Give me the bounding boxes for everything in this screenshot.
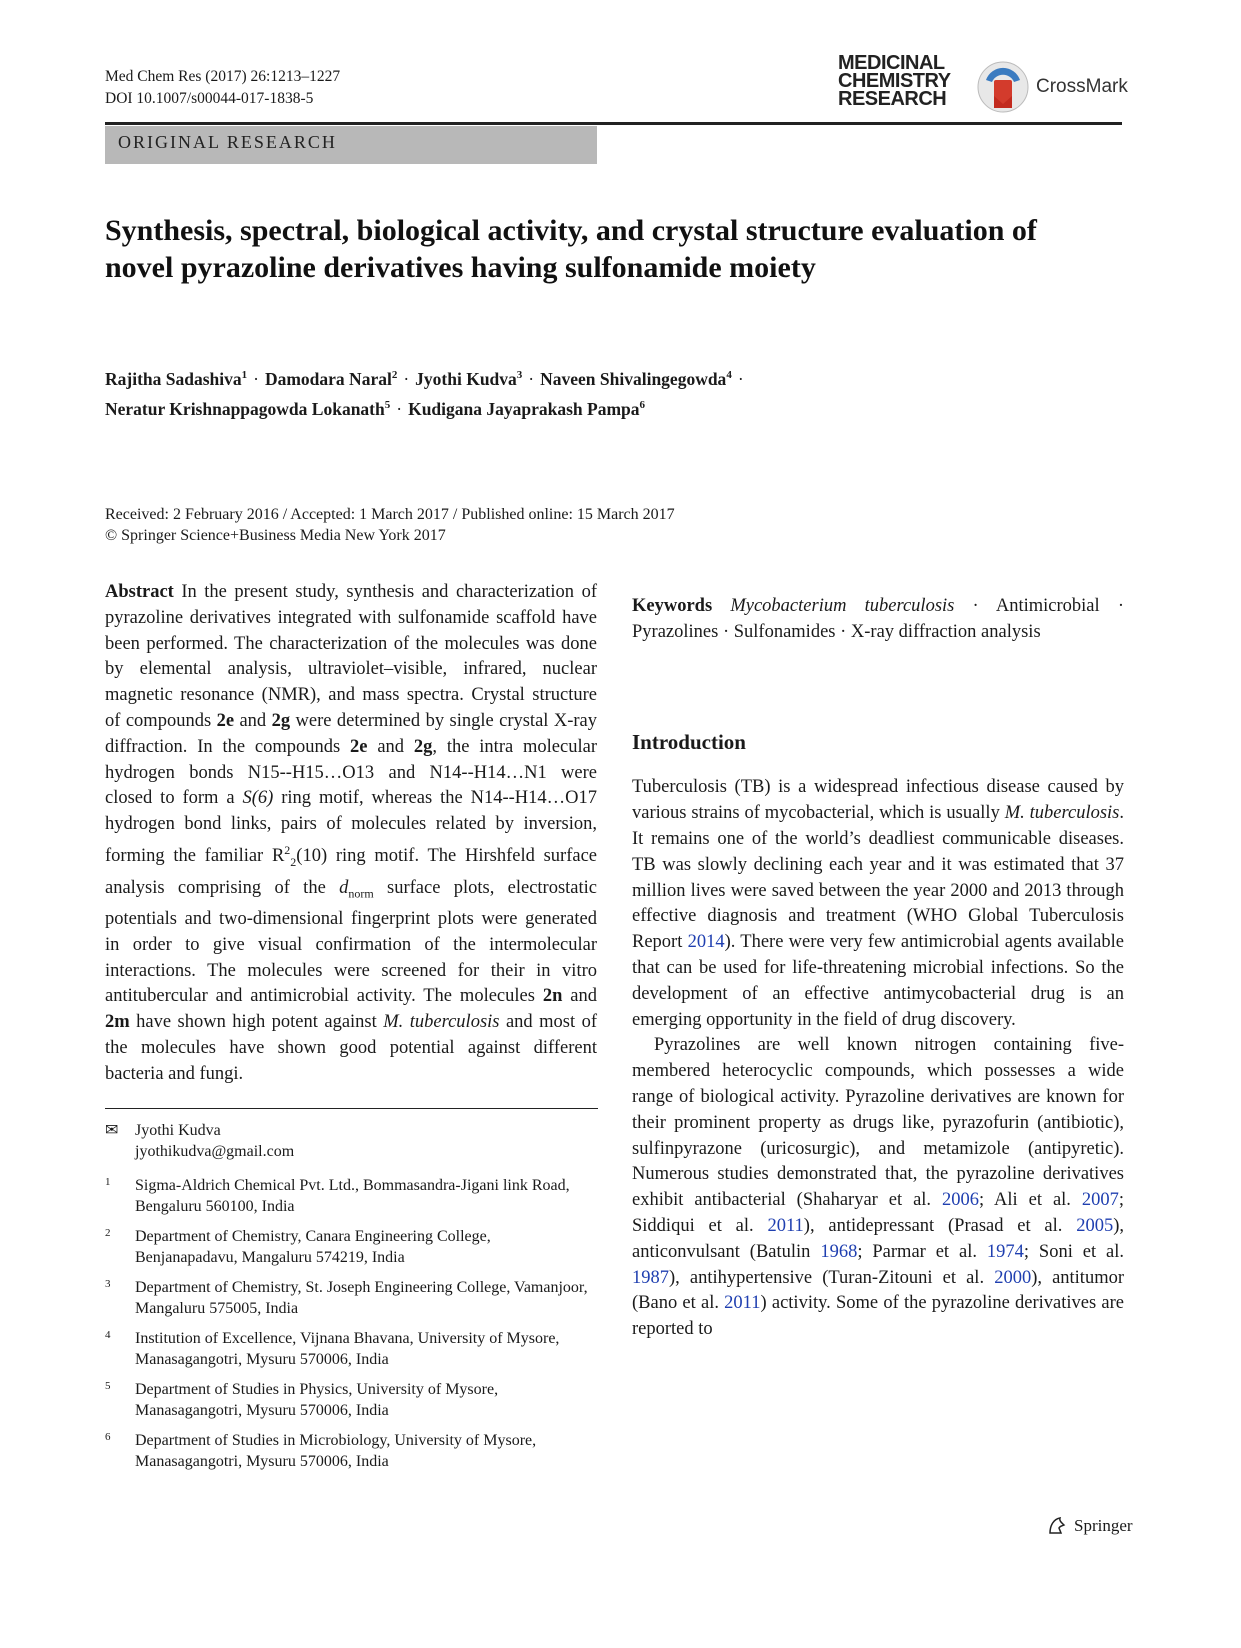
intro-paragraph [632, 1033, 1124, 1343]
affiliation-number: 2 [105, 1227, 111, 1239]
compound-id: 2g [413, 736, 433, 757]
abstract-fragment: ring motif, whereas the N14--H14…O17 hydrogen bond links, pairs of molecules related by inversion, forming the familiar R [105, 788, 597, 867]
intro-fragment: Pyrazolines are well known nitrogen containing five-membered heterocyclic compounds, which possesses a wide range of biological activity. Pyrazoline derivatives are known for their prominent property as drugs like, pyrazofurin (antibiotic), sulfinpyrazone (uricosurgic), and metamizole (antipyretic). Numerous studies demonstrated that, the pyrazoline derivatives exhibit antibacterial (Shaharyar et al. [632, 1035, 1124, 1211]
author-affiliation-mark: 6 [639, 398, 646, 411]
species-name: M. tuberculosis [1004, 803, 1120, 824]
compound-id: 2e [216, 710, 235, 731]
publisher-name: Springer [1074, 1516, 1133, 1535]
intro-fragment: ), antihypertensive (Turan-Zitouni et al. [669, 1267, 995, 1288]
crossmark-label[interactable]: CrossMark [1036, 76, 1128, 97]
separator-dot: · [737, 368, 744, 389]
citation-link[interactable]: 2005 [1076, 1215, 1114, 1236]
keywords: Keywords Mycobacterium tuberculosis · Antimicrobial · Pyrazolines · Sulfonamides · X-ray diffraction analysis [632, 596, 1124, 642]
affiliation-number: 1 [105, 1176, 111, 1188]
author-affiliation-mark: 1 [241, 369, 248, 381]
affiliation-number: 4 [105, 1329, 111, 1341]
abstract-fragment: and [234, 710, 272, 731]
author-name[interactable]: Neratur Krishnappagowda Lokanath [105, 398, 385, 419]
citation-link[interactable]: 2006 [942, 1190, 979, 1211]
abstract-section [105, 580, 597, 1088]
intro-paragraph [632, 775, 1124, 1033]
citation-link[interactable]: 1974 [986, 1241, 1024, 1262]
intro-fragment: ) activity. Some of the pyrazoline derivatives are reported to [632, 1293, 1124, 1340]
keyword[interactable]: Mycobacterium tuberculosis [730, 596, 955, 616]
journal-logo-line: CHEMISTRY [838, 70, 951, 92]
author-affiliation-mark: 2 [391, 369, 398, 381]
author-name[interactable]: Jyothi Kudva [415, 368, 517, 389]
author-list [105, 362, 1105, 422]
doi: DOI 10.1007/s00044-017-1838-5 [105, 90, 314, 107]
keyword[interactable]: Antimicrobial [995, 596, 1100, 616]
journal-logo [838, 54, 956, 108]
footnote-rule [105, 1108, 598, 1109]
ring-motif: S(6) [242, 788, 274, 809]
right-column-flow [632, 580, 1124, 1343]
author-affiliation-mark: 5 [384, 398, 391, 411]
abstract-text [105, 580, 597, 1088]
abstract-label: Abstract [105, 582, 174, 602]
keywords-label: Keywords [632, 596, 713, 616]
compound-id: 2n [542, 986, 563, 1007]
corresponding-name: Jyothi Kudva [135, 1122, 221, 1139]
affiliation-number: 5 [105, 1380, 111, 1392]
introduction-heading: Introduction [632, 729, 746, 754]
intro-fragment: ; Siddiqui et al. [632, 1190, 1124, 1236]
citation-link[interactable]: 2014 [687, 932, 725, 953]
journal-citation: Med Chem Res (2017) 26:1213–1227 [105, 68, 341, 85]
article-type: ORIGINAL RESEARCH [118, 132, 337, 152]
citation-link[interactable]: 2011 [767, 1215, 804, 1236]
corresponding-email[interactable]: jyothikudva@gmail.com [135, 1143, 295, 1160]
separator-dot: · [528, 368, 535, 389]
abstract-fragment: and most of the molecules have shown good potential against different bacteria and fungi. [105, 1012, 597, 1084]
article-title: Synthesis, spectral, biological activity, and crystal structure evaluation of novel pyrazoline derivatives having sulfonamide moiety [105, 214, 1037, 284]
intro-fragment: ), antidepressant (Prasad et al. [803, 1215, 1077, 1236]
affiliation-text: Department of Chemistry, Canara Engineering College, Benjanapadavu, Mangaluru 574219, India [135, 1228, 491, 1266]
superscript: 2 [284, 842, 291, 857]
keyword[interactable]: Sulfonamides [733, 621, 836, 642]
author-name[interactable]: Kudigana Jayaprakash Pampa [408, 398, 640, 419]
separator-dot: · [403, 368, 410, 389]
intro-fragment: . It remains one of the world’s deadliest communicable diseases. TB was slowly declining each year and it was estimated that 37 million lives were saved between the year 2000 and 2013 through effective diagnosis and treatment (WHO Global Tuberculosis Report [632, 803, 1124, 953]
publisher-logo [1046, 1515, 1133, 1537]
abstract-fragment: were determined by single crystal X-ray diffraction. In the compounds [105, 710, 597, 757]
envelope-icon: ✉ [105, 1122, 119, 1139]
abstract-fragment: In the present study, synthesis and characterization of pyrazoline derivatives integrated with sulfonamide scaffold have been performed. The characterization of the molecules was done by elemental analysis, ultraviolet–visible, infrared, nuclear magnetic resonance (NMR), and mass spectra. Crystal structure of compounds [105, 582, 597, 731]
compound-id: 2g [271, 710, 291, 731]
subscript: norm [348, 886, 374, 901]
citation-header [105, 66, 340, 110]
citation-link[interactable]: 1987 [632, 1267, 669, 1288]
citation-link[interactable]: 2011 [724, 1293, 761, 1314]
abstract-fragment: and [367, 736, 414, 757]
author-name[interactable]: Naveen Shivalingegowda [540, 368, 727, 389]
intro-fragment: ), antitumor (Bano et al. [632, 1267, 1125, 1314]
abstract-fragment: surface plots, electrostatic potentials and two-dimensional fingerprint plots were generated in order to give visual confirmation of the intermolecular interactions. The molecules were screened for their in vitro antitubercular and antimicrobial activity. The molecules [105, 877, 598, 1007]
intro-fragment: ; Soni et al. [1023, 1241, 1124, 1262]
intro-fragment: ). There were very few antimicrobial agents available that can be used for life-threatening microbial infections. So the development of an effective antimycobacterial drug is an emerging opportunity in the field of drug discovery. [632, 932, 1124, 1030]
publication-dates: Received: 2 February 2016 / Accepted: 1 March 2017 / Published online: 15 March 2017 [105, 506, 675, 523]
author-name[interactable]: Rajitha Sadashiva [105, 368, 242, 389]
subscript: 2 [290, 854, 297, 869]
copyright-notice: © Springer Science+Business Media New York 2017 [105, 527, 446, 544]
species-name: M. tuberculosis [383, 1012, 500, 1033]
affiliation-text: Sigma-Aldrich Chemical Pvt. Ltd., Bommasandra-Jigani link Road, Bengaluru 560100, India [135, 1177, 570, 1215]
affiliation-number: 6 [105, 1431, 111, 1443]
header-rule [105, 122, 1122, 125]
affiliation-text: Department of Studies in Physics, University of Mysore, Manasagangotri, Mysuru 570006, India [135, 1381, 499, 1419]
affiliation-text: Department of Chemistry, St. Joseph Engineering College, Vamanjoor, Mangaluru 575005, India [135, 1279, 588, 1317]
citation-link[interactable]: 1968 [820, 1241, 858, 1262]
abstract-fragment: , the intra molecular hydrogen bonds N15--H15…O13 and N14--H14…N1 were closed to form a [105, 736, 597, 809]
abstract-fragment: (10) ring motif. The Hirshfeld surface analysis comprising of the [105, 846, 597, 898]
affiliation-text: Department of Studies in Microbiology, University of Mysore, Manasagangotri, Mysuru 570006, India [135, 1432, 537, 1470]
crossmark-icon[interactable] [976, 60, 1030, 114]
compound-id: 2e [350, 736, 368, 757]
keyword[interactable]: Pyrazolines [632, 621, 719, 642]
journal-logo-line: MEDICINAL [838, 52, 945, 74]
separator-dot: · [396, 398, 403, 419]
intro-fragment: Tuberculosis (TB) is a widespread infectious disease caused by various strains of mycobacterial, which is usually [632, 777, 1124, 824]
compound-id: 2m [105, 1012, 130, 1033]
intro-fragment: ; Ali et al. [979, 1190, 1082, 1211]
keyword[interactable]: X-ray diffraction analysis [850, 621, 1041, 642]
author-affiliation-mark: 4 [726, 369, 732, 381]
author-name[interactable]: Damodara Naral [264, 368, 392, 389]
intro-fragment: ; Parmar et al. [857, 1241, 987, 1262]
citation-link[interactable]: 2000 [994, 1267, 1032, 1288]
affiliation-number: 3 [105, 1278, 111, 1290]
journal-logo-line: RESEARCH [838, 88, 947, 110]
author-affiliation-mark: 3 [516, 369, 523, 381]
separator-dot: · [253, 368, 259, 389]
abstract-fragment: and [562, 986, 598, 1007]
dnorm-symbol: d [339, 877, 349, 898]
citation-link[interactable]: 2007 [1081, 1190, 1119, 1211]
intro-fragment: ), anticonvulsant (Batulin [632, 1215, 1125, 1262]
article-history [105, 504, 675, 546]
abstract-fragment: have shown high potent against [129, 1012, 384, 1033]
springer-horse-icon [1046, 1515, 1068, 1537]
affiliation-text: Institution of Excellence, Vijnana Bhavana, University of Mysore, Manasagangotri, Mysuru 570006, India [135, 1330, 560, 1368]
